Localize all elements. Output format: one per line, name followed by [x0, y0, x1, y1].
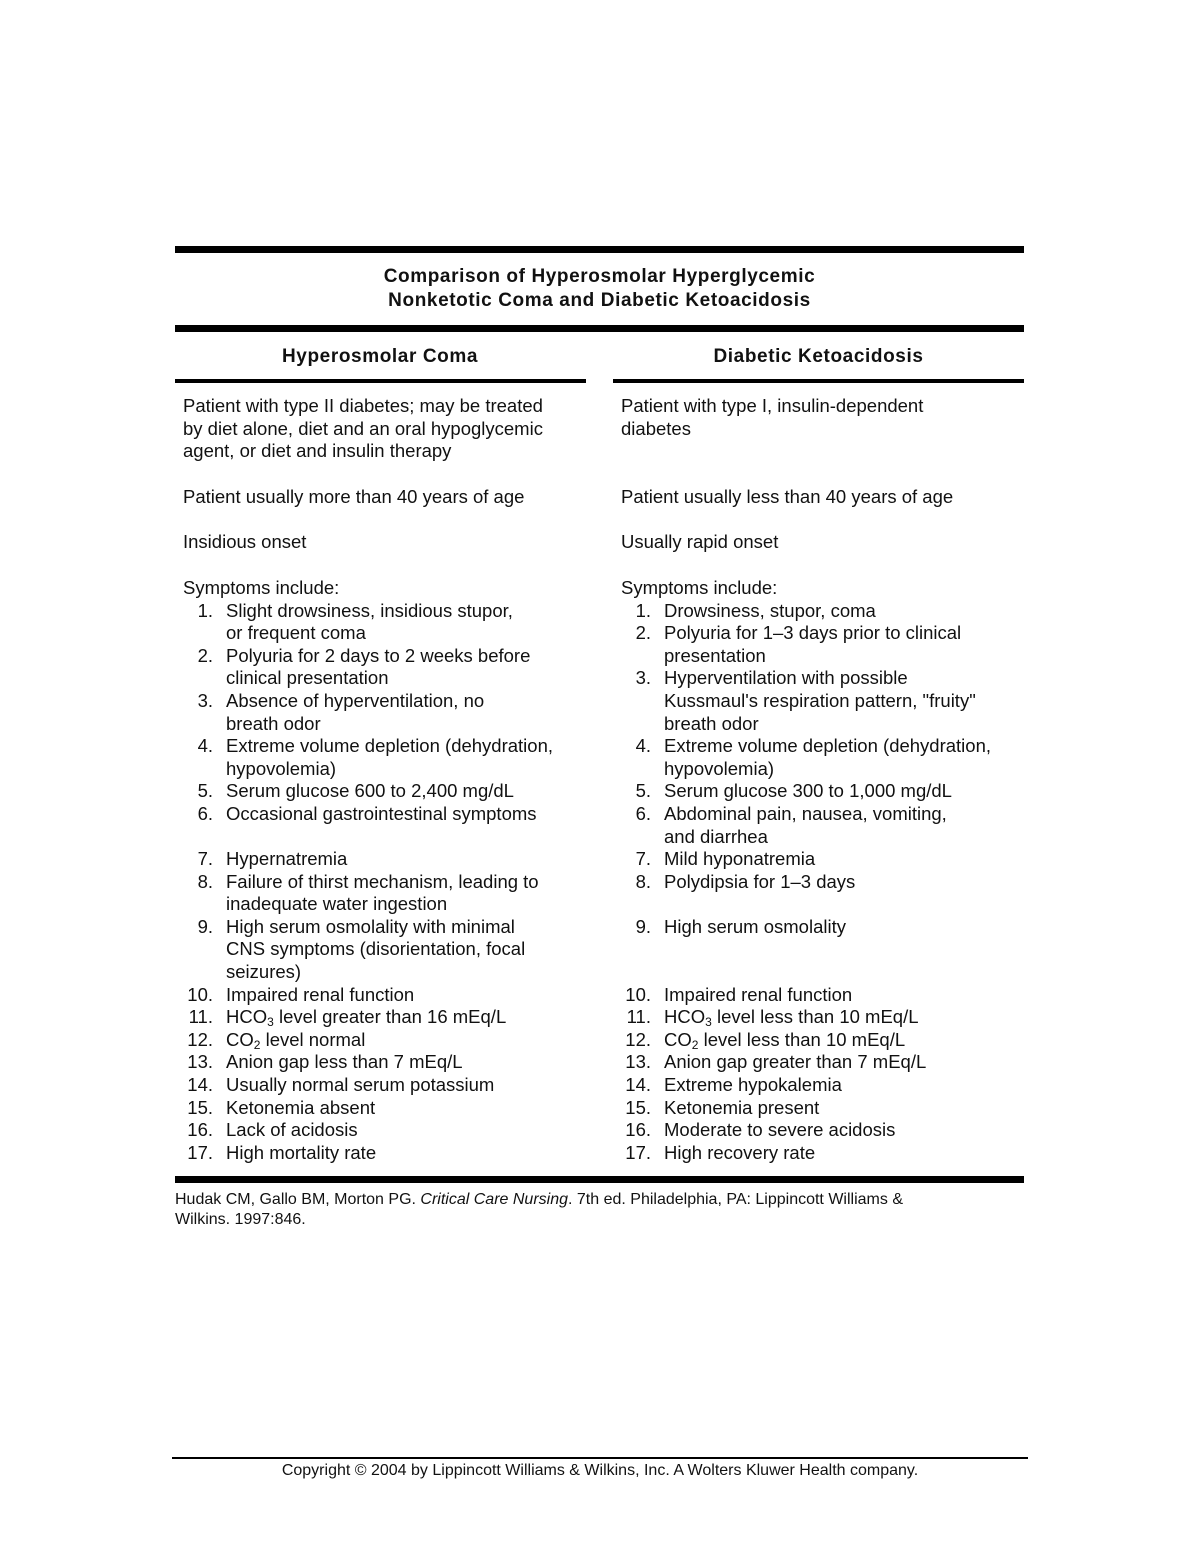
list-item: 16. Moderate to severe acidosis	[625, 1119, 896, 1141]
list-item: 5. Serum glucose 600 to 2,400 mg/dL	[197, 780, 514, 802]
bottom-rule	[175, 1176, 1024, 1183]
list-item: 9. High serum osmolality	[635, 915, 846, 937]
left-onset: Insidious onset	[183, 531, 307, 553]
right-symptoms-label: Symptoms include:	[621, 576, 778, 598]
right-patient-type-2: diabetes	[621, 417, 691, 439]
right-patient-type-1: Patient with type I, insulin-dependent	[621, 395, 924, 416]
list-item: 8. Polydipsia for 1–3 days	[635, 870, 856, 892]
right-onset: Usually rapid onset	[621, 531, 779, 553]
list-item: 17. High mortality rate	[187, 1141, 377, 1163]
citation: Hudak CM, Gallo BM, Morton PG. Critical Care Nursing. 7th ed. Philadelphia, PA: Lippincott Williams & Wilkins. 1997:846.	[175, 1191, 903, 1228]
list-item: 7. Mild hyponatremia	[635, 848, 816, 870]
top-rule	[175, 246, 1024, 253]
list-item: 11. $HCO_3$ level greater than 16 mEq/L	[188, 1006, 507, 1030]
title-line-2: Nonketotic Coma and Diabetic Ketoacidosis	[388, 290, 811, 311]
list-item: 17. High recovery rate	[625, 1141, 816, 1163]
list-item: 2. Polyuria for 2 days to 2 weeks before clinical presentation	[197, 644, 531, 689]
right-column	[621, 395, 1021, 1164]
list-item: 12. $CO_2$ level less than 10 mEq/L	[625, 1028, 906, 1052]
citation-book-title: Critical Care Nursing	[420, 1191, 568, 1208]
list-item: 13. Anion gap greater than 7 mEq/L	[625, 1051, 927, 1073]
list-item: 13. Anion gap less than 7 mEq/L	[187, 1051, 463, 1073]
list-item: 12. $CO_2$ level normal	[187, 1028, 366, 1052]
left-heading-rule	[175, 379, 586, 383]
right-column-heading: Diabetic Ketoacidosis	[713, 346, 924, 367]
left-age: Patient usually more than 40 years of age	[183, 485, 525, 507]
list-item: 9. High serum osmolality with minimal CNS symptoms (disorientation, focal seizures)	[197, 915, 526, 983]
page-title	[175, 265, 1024, 313]
left-patient-type-2: by diet alone, diet and an oral hypoglycemic	[183, 417, 543, 439]
right-age: Patient usually less than 40 years of age	[621, 485, 954, 507]
left-symptoms-label: Symptoms include:	[183, 576, 340, 598]
right-heading-rule	[613, 379, 1024, 383]
list-item: 8. Failure of thirst mechanism, leading to inadequate water ingestion	[197, 870, 539, 915]
copyright-notice: Copyright © 2004 by Lippincott Williams & Wilkins, Inc. A Wolters Kluwer Health company.	[281, 1462, 919, 1479]
list-item: 3. Hyperventilation with possible Kussmaul's respiration pattern, "fruity" breath odor	[635, 667, 976, 734]
list-item: 6. Abdominal pain, nausea, vomiting, and diarrhea	[635, 802, 947, 847]
list-item: 15. Ketonemia absent	[187, 1096, 376, 1118]
left-patient-type-3: agent, or diet and insulin therapy	[183, 440, 452, 462]
title-line-1: Comparison of Hyperosmolar Hyperglycemic	[383, 266, 816, 287]
list-item: 10. Impaired renal function	[187, 983, 415, 1005]
list-item: 15. Ketonemia present	[625, 1096, 820, 1118]
list-item: 10. Impaired renal function	[625, 983, 853, 1005]
list-item: 7. Hypernatremia	[197, 848, 348, 870]
list-item: 3. Absence of hyperventilation, no breath odor	[197, 689, 485, 734]
list-item: 2. Polyuria for 1–3 days prior to clinical presentation	[635, 622, 962, 666]
list-item: 1. Drowsiness, stupor, coma	[635, 599, 876, 621]
list-item: 4. Extreme volume depletion (dehydration, hypovolemia)	[635, 735, 992, 779]
left-patient-type-1: Patient with type II diabetes; may be treated	[183, 395, 543, 416]
list-item: 14. Usually normal serum potassium	[187, 1074, 495, 1096]
list-item: 14. Extreme hypokalemia	[625, 1074, 842, 1096]
list-item: 6. Occasional gastrointestinal symptoms	[197, 802, 537, 824]
list-item: 5. Serum glucose 300 to 1,000 mg/dL	[635, 780, 952, 802]
list-item: 16. Lack of acidosis	[187, 1119, 358, 1141]
list-item: 1. Slight drowsiness, insidious stupor, or frequent coma	[197, 599, 513, 644]
footer-rule	[172, 1457, 1028, 1459]
list-item: 4. Extreme volume depletion (dehydration, hypovolemia)	[197, 735, 554, 779]
title-rule	[175, 325, 1024, 332]
left-column-heading: Hyperosmolar Coma	[281, 346, 479, 367]
list-item: 11. $HCO_3$ level less than 10 mEq/L	[626, 1006, 919, 1030]
left-column	[183, 395, 583, 1164]
